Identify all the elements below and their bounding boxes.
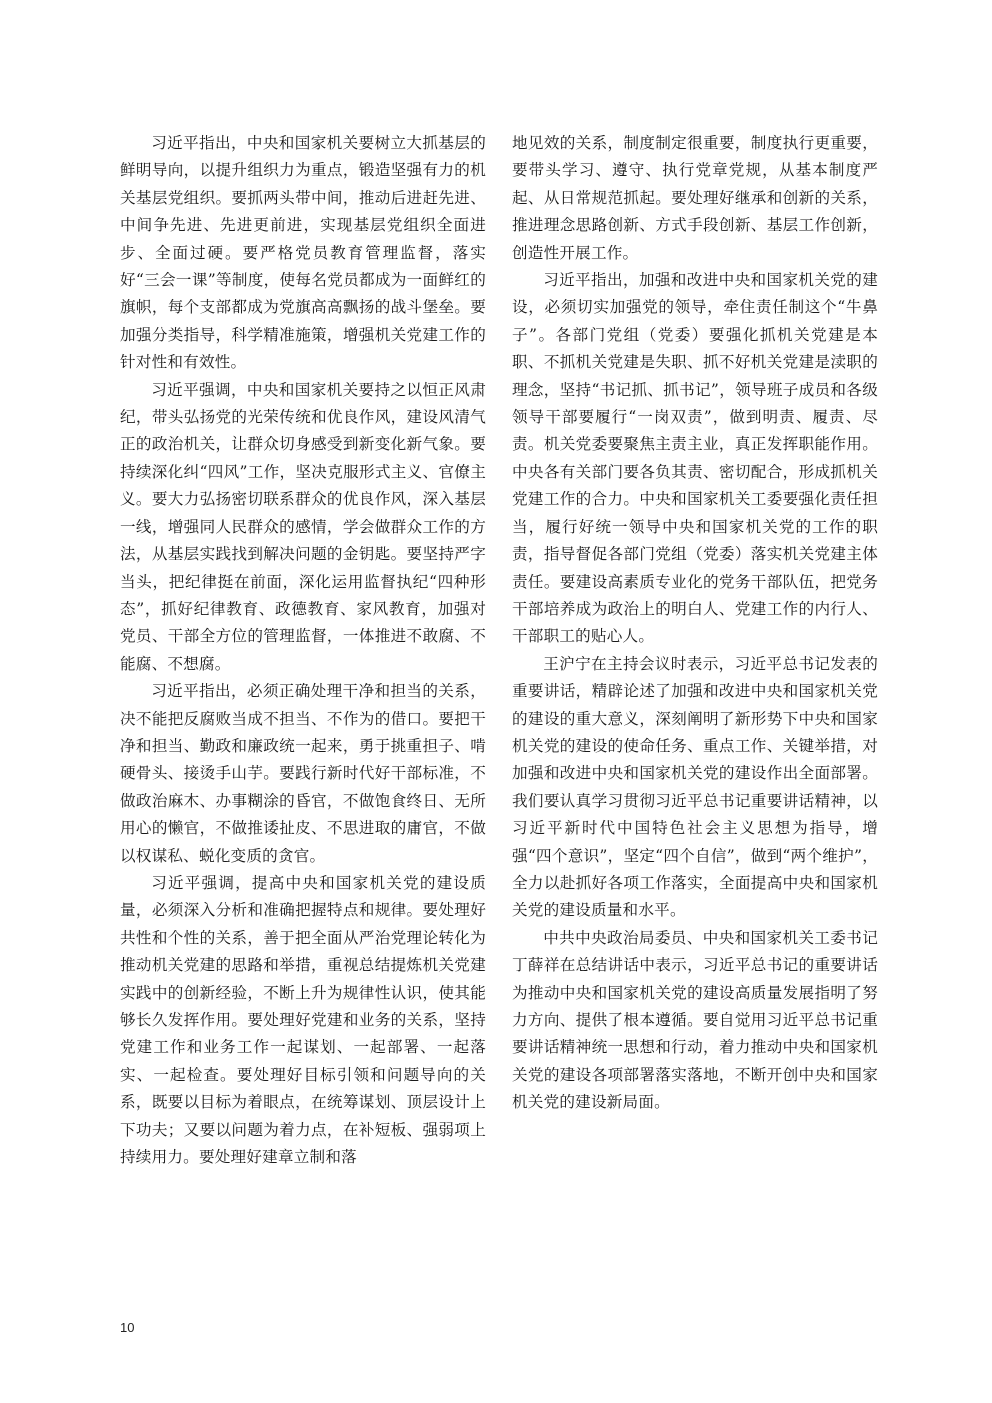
- paragraph-continuation: 地见效的关系，制度制定很重要，制度执行更重要，要带头学习、遵守、执行党章党规，从基本制度严起、从日常规范抓起。要处理好继承和创新的关系，推进理念思路创新、方式手段创新、基层工作创新，创造性开展工作。: [512, 134, 878, 262]
- paragraph: 习近平指出，必须正确处理干净和担当的关系，决不能把反腐败当成不担当、不作为的借口。要把干净和担当、勤政和廉政统一起来，勇于挑重担子、啃硬骨头、接烫手山芋。要践行新时代好干部标准，不做政治麻木、办事糊涂的昏官，不做饱食终日、无所用心的懒官，不做推诿扯皮、不思进取的庸官，不做以权谋私、蜕化变质的贪官。: [120, 682, 486, 865]
- page-number: 10: [120, 1320, 135, 1335]
- right-column: [512, 130, 878, 1117]
- paragraph: 王沪宁在主持会议时表示，习近平总书记发表的重要讲话，精辟论述了加强和改进中央和国家机关党的建设的重大意义，深刻阐明了新形势下中央和国家机关党的建设的使命任务、重点工作、关键举措，对加强和改进中央和国家机关党的建设作出全面部署。我们要认真学习贯彻习近平总书记重要讲话精神，以习近平新时代中国特色社会主义思想为指导，增强“四个意识”，坚定“四个自信”，做到“两个维护”，全力以赴抓好各项工作落实，全面提高中央和国家机关党的建设质量和水平。: [512, 654, 878, 920]
- paragraph: 习近平指出，中央和国家机关要树立大抓基层的鲜明导向，以提升组织力为重点，锻造坚强有力的机关基层党组织。要抓两头带中间，推动后进赶先进、中间争先进、先进更前进，实现基层党组织全面进步、全面过硬。要严格党员教育管理监督，落实好“三会一课”等制度，使每名党员都成为一面鲜红的旗帜，每个支部都成为党旗高高飘扬的战斗堡垒。要加强分类指导，科学精准施策，增强机关党建工作的针对性和有效性。: [120, 134, 486, 372]
- paragraph: 中共中央政治局委员、中央和国家机关工委书记丁薛祥在总结讲话中表示，习近平总书记的重要讲话为推动中央和国家机关党的建设高质量发展指明了努力方向、提供了根本遵循。要自觉用习近平总书记重要讲话精神统一思想和行动，着力推动中央和国家机关党的建设各项部署落实落地，不断开创中央和国家机关党的建设新局面。: [512, 928, 878, 1112]
- paragraph: 习近平强调，提高中央和国家机关党的建设质量，必须深入分析和准确把握特点和规律。要处理好共性和个性的关系，善于把全面从严治党理论转化为推动机关党建的思路和举措，重视总结提炼机关党建实践中的创新经验，不断上升为规律性认识，使其能够长久发挥作用。要处理好党建和业务的关系，坚持党建工作和业务工作一起谋划、一起部署、一起落实、一起检查。要处理好目标引领和问题导向的关系，既要以目标为着眼点，在统筹谋划、顶层设计上下功夫；又要以问题为着力点，在补短板、强弱项上持续用力。要处理好建章立制和落: [120, 873, 486, 1167]
- paragraph: 习近平强调，中央和国家机关要持之以恒正风肃纪，带头弘扬党的光荣传统和优良作风，建设风清气正的政治机关，让群众切身感受到新变化新气象。要持续深化纠“四风”工作，坚决克服形式主义、官僚主义。要大力弘扬密切联系群众的优良作风，深入基层一线，增强同人民群众的感情，学会做群众工作的方法，从基层实践找到解决问题的金钥匙。要坚持严字当头，把纪律挺在前面，深化运用监督执纪“四种形态”，抓好纪律教育、政德教育、家风教育，加强对党员、干部全方位的管理监督，一体推进不敢腐、不能腐、不想腐。: [120, 380, 486, 673]
- paragraph: 习近平指出，加强和改进中央和国家机关党的建设，必须切实加强党的领导，牵住责任制这个“牛鼻子”。各部门党组（党委）要强化抓机关党建是本职、不抓机关党建是失职、抓不好机关党建是渎职的理念，坚持“书记抓、抓书记”，领导班子成员和各级领导干部要履行“一岗双责”，做到明责、履责、尽责。机关党委要聚焦主责主业，真正发挥职能作用。中央各有关部门要各负其责、密切配合，形成抓机关党建工作的合力。中央和国家机关工委要强化责任担当，履行好统一领导中央和国家机关党的工作的职责，指导督促各部门党组（党委）落实机关党建主体责任。要建设高素质专业化的党务干部队伍，把党务干部培养成为政治上的明白人、党建工作的内行人、干部职工的贴心人。: [512, 271, 878, 646]
- left-column: [120, 130, 486, 1171]
